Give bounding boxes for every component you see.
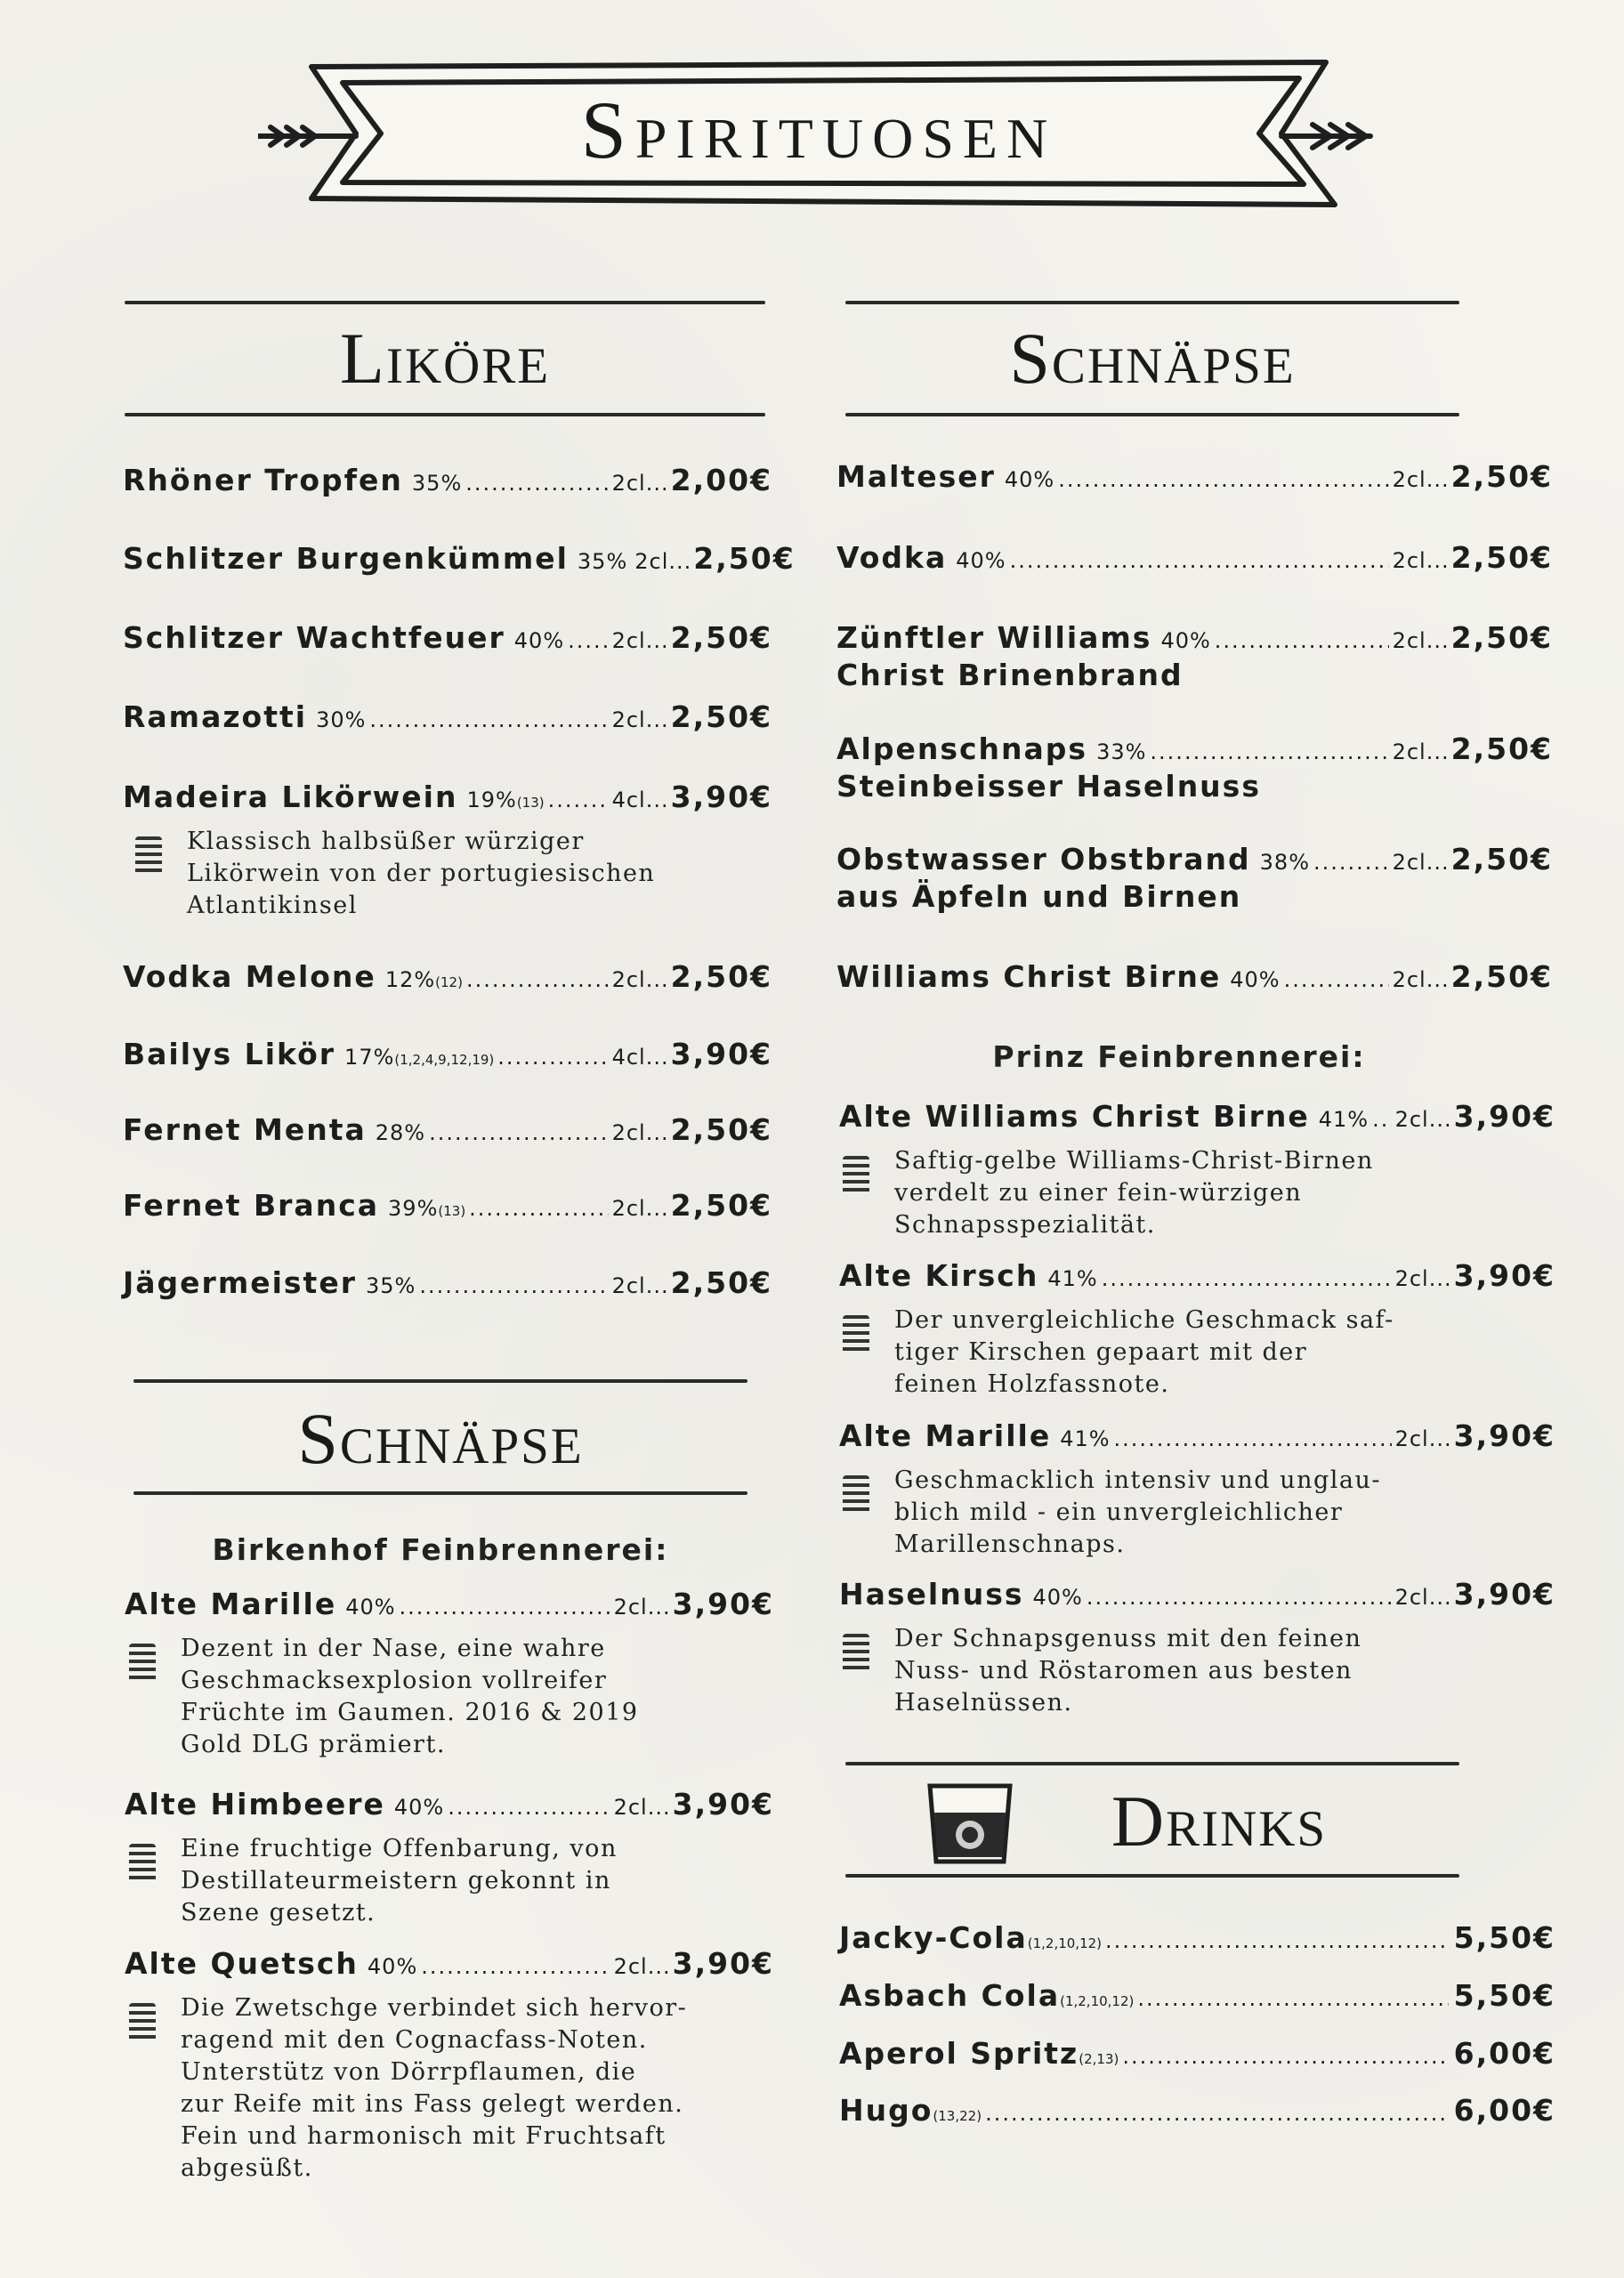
menu-item — [839, 1920, 1555, 1955]
item-abv: 35% — [365, 1273, 416, 1298]
leader-dots — [419, 1273, 608, 1298]
desc-line: Der unvergleichliche Geschmack saf- — [894, 1306, 1394, 1334]
item-name: Obstwasser Obstbrand — [836, 842, 1251, 876]
item-abv: 40% — [1160, 628, 1211, 653]
item-name: Aperol Spritz — [839, 2036, 1079, 2071]
item-price: 6,00€ — [1453, 2036, 1555, 2071]
desc-line: Marillenschnaps. — [894, 1531, 1126, 1558]
leader-dots — [429, 1120, 608, 1145]
leader-dots: ... — [647, 1954, 671, 1979]
item-name-line2: Christ Brinenbrand — [836, 658, 1184, 692]
item-description — [894, 1305, 1394, 1401]
leader-dots — [1215, 628, 1389, 653]
item-price: 2,50€ — [670, 1188, 772, 1223]
item-description — [181, 1833, 618, 1929]
item-name: Alpenschnaps — [836, 731, 1088, 766]
item-name: Alte Williams Christ Birne — [839, 1099, 1310, 1134]
item-additives: (2,13) — [1079, 2051, 1119, 2067]
leader-dots — [448, 1795, 610, 1820]
menu-item — [839, 1418, 1555, 1453]
item-description — [181, 1633, 639, 1761]
desc-line: Fein und harmonisch mit Fruchtsaft — [181, 2122, 667, 2150]
menu-item — [836, 842, 1553, 876]
desc-line: Schnapsspezialität. — [894, 1211, 1156, 1239]
menu-item — [125, 1946, 774, 1981]
menu-item — [123, 463, 772, 497]
leader-dots — [1313, 850, 1389, 875]
desc-line: verdelt zu einer fein-würzigen — [894, 1179, 1303, 1207]
leader-dots: ... — [645, 1196, 669, 1221]
desc-line: Eine fruchtige Offenbarung, von — [181, 1835, 618, 1862]
item-volume: 2cl — [1394, 1585, 1429, 1610]
desc-line: abgesüßt. — [181, 2154, 313, 2182]
item-price: 2,50€ — [1450, 842, 1553, 876]
glass-icon — [129, 1844, 156, 1883]
item-name: Jägermeister — [123, 1265, 357, 1300]
item-name: Fernet Branca — [123, 1188, 380, 1223]
leader-dots: ... — [647, 1595, 671, 1620]
item-price: 3,90€ — [672, 1787, 774, 1822]
leader-dots — [1105, 1928, 1449, 1953]
menu-item — [123, 541, 796, 576]
desc-line: Destillateurmeistern gekonnt in — [181, 1867, 611, 1894]
leader-dots: ... — [1428, 1107, 1452, 1132]
desc-line: Nuss- und Röstaromen aus besten — [894, 1657, 1353, 1684]
item-additives: (13) — [516, 795, 545, 811]
item-price: 2,00€ — [670, 463, 772, 497]
divider — [845, 1762, 1459, 1765]
item-volume: 2cl — [611, 628, 646, 653]
item-volume: 2cl — [611, 1273, 646, 1298]
item-name: Asbach Cola — [839, 1978, 1061, 2013]
divider — [845, 1874, 1459, 1878]
desc-line: Die Zwetschge verbindet sich hervor- — [181, 1994, 688, 2022]
item-price: 2,50€ — [1450, 620, 1553, 655]
menu-item — [123, 620, 772, 655]
divider — [125, 413, 765, 416]
item-name: Schlitzer Wachtfeuer — [123, 620, 505, 655]
item-volume: 4cl — [611, 788, 646, 812]
menu-item — [839, 1099, 1555, 1134]
menu-item — [125, 1587, 774, 1621]
menu-item — [123, 1188, 772, 1223]
leader-dots: ... — [1426, 467, 1450, 492]
item-volume: 2cl — [1392, 467, 1426, 492]
item-volume: 2cl — [1394, 1426, 1429, 1451]
menu-item — [123, 780, 772, 814]
leader-dots — [1137, 1986, 1448, 2011]
prinz-label: Prinz Feinbrennerei: — [992, 1039, 1366, 1074]
leader-dots — [400, 1595, 610, 1620]
leader-dots — [985, 2101, 1449, 2126]
glass-icon — [129, 1644, 156, 1683]
menu-item — [839, 2036, 1555, 2071]
item-name: Schlitzer Burgenkümmel — [123, 541, 569, 576]
item-abv: 28% — [375, 1120, 426, 1145]
item-price: 3,90€ — [672, 1587, 774, 1621]
item-abv: 35% — [411, 471, 463, 496]
item-name: Ramazotti — [123, 699, 308, 734]
item-abv: 35% — [577, 549, 628, 574]
menu-item — [839, 1577, 1555, 1612]
leader-dots: ... — [1426, 628, 1450, 653]
drinks-header — [845, 1762, 1459, 1878]
title-banner — [258, 49, 1379, 218]
item-name: Alte Marille — [125, 1587, 337, 1621]
leader-dots: ... — [668, 549, 692, 574]
glass-icon — [135, 836, 162, 876]
item-name: Jacky-Cola — [839, 1920, 1028, 1955]
item-abv: 38% — [1259, 850, 1310, 875]
item-abv: 40% — [393, 1795, 445, 1820]
item-additives: (12) — [435, 974, 463, 990]
glass-icon — [843, 1156, 869, 1195]
leader-dots — [548, 788, 609, 812]
schnaepse-left-header — [133, 1379, 747, 1495]
item-price: 2,50€ — [670, 959, 772, 994]
divider — [845, 413, 1459, 416]
item-name: Vodka Melone — [123, 959, 376, 994]
item-price: 3,90€ — [1453, 1418, 1555, 1453]
item-volume: 2cl — [611, 1196, 646, 1221]
item-volume: 2cl — [1392, 850, 1426, 875]
item-price: 3,90€ — [1453, 1258, 1555, 1293]
item-abv: 19% — [466, 788, 517, 812]
menu-item — [836, 959, 1553, 994]
item-abv: 41% — [1047, 1266, 1098, 1291]
desc-line: Dezent in der Nase, eine wahre — [181, 1635, 606, 1662]
item-volume: 2cl — [1392, 739, 1426, 764]
item-abv: 40% — [513, 628, 565, 653]
item-volume: 2cl — [1392, 628, 1426, 653]
item-volume: 2cl — [611, 1120, 646, 1145]
drinks-title: Drinks — [1111, 1781, 1328, 1862]
item-price: 2,50€ — [670, 1112, 772, 1147]
desc-line: Geschmacklich intensiv und unglau- — [894, 1466, 1381, 1494]
leader-dots — [369, 707, 608, 732]
item-volume: 2cl — [1392, 967, 1426, 992]
item-price: 2,50€ — [670, 699, 772, 734]
item-volume: 4cl — [611, 1045, 646, 1070]
item-abv: 17% — [344, 1045, 395, 1070]
menu-item — [123, 1037, 772, 1071]
menu-item — [123, 1112, 772, 1147]
item-price: 3,90€ — [670, 780, 772, 814]
leader-dots — [1102, 1266, 1392, 1291]
item-volume: 2cl — [1394, 1266, 1429, 1291]
item-price: 2,50€ — [1450, 731, 1553, 766]
item-additives: (1,2,4,9,12,19) — [394, 1052, 495, 1068]
birkenhof-label: Birkenhof Feinbrennerei: — [212, 1532, 669, 1567]
leader-dots — [1114, 1426, 1392, 1451]
desc-line: Haselnüssen. — [894, 1689, 1073, 1717]
glass-icon — [843, 1475, 869, 1515]
item-price: 3,90€ — [1453, 1577, 1555, 1612]
item-name: Williams Christ Birne — [836, 959, 1222, 994]
item-description — [894, 1145, 1374, 1241]
item-abv: 40% — [956, 548, 1006, 573]
leader-dots: ... — [647, 1795, 671, 1820]
item-description — [894, 1465, 1381, 1561]
divider — [133, 1491, 747, 1495]
item-name: Zünftler Williams — [836, 620, 1152, 655]
leader-dots: ... — [645, 788, 669, 812]
item-abv: 33% — [1096, 739, 1147, 764]
desc-line: Atlantikinsel — [187, 892, 358, 919]
item-volume: 2cl — [634, 549, 669, 574]
menu-item — [123, 699, 772, 734]
item-name: Fernet Menta — [123, 1112, 367, 1147]
item-price: 5,50€ — [1453, 1978, 1555, 2013]
menu-item — [839, 1978, 1555, 2013]
item-price: 2,50€ — [670, 1265, 772, 1300]
item-abv: 40% — [1032, 1585, 1083, 1610]
item-additives: (13,22) — [933, 2108, 982, 2124]
item-name: Alte Marille — [839, 1418, 1052, 1453]
menu-item — [123, 1265, 772, 1300]
item-abv: 41% — [1060, 1426, 1111, 1451]
menu-item — [836, 620, 1553, 655]
item-volume: 2cl — [1392, 548, 1426, 573]
leader-dots — [1372, 1107, 1391, 1132]
item-price: 2,50€ — [670, 620, 772, 655]
desc-line: blich mild - ein unvergleichlicher — [894, 1498, 1344, 1526]
item-volume: 2cl — [613, 1595, 648, 1620]
item-abv: 40% — [1004, 467, 1055, 492]
leader-dots — [1122, 2044, 1448, 2069]
glass-icon — [129, 2003, 156, 2042]
leader-dots — [568, 628, 608, 653]
desc-line: Saftig-gelbe Williams-Christ-Birnen — [894, 1147, 1374, 1175]
item-name: Haselnuss — [839, 1577, 1024, 1612]
leader-dots — [465, 471, 608, 496]
leader-dots: ... — [1428, 1585, 1452, 1610]
leader-dots: ... — [645, 707, 669, 732]
leader-dots: ... — [645, 1273, 669, 1298]
leader-dots: ... — [645, 1045, 669, 1070]
desc-line: ragend mit den Cognacfass-Noten. — [181, 2026, 648, 2054]
item-name: Rhöner Tropfen — [123, 463, 403, 497]
leader-dots: ... — [1426, 548, 1450, 573]
leader-dots: ... — [1428, 1426, 1452, 1451]
leader-dots: ... — [1426, 739, 1450, 764]
leader-dots — [1010, 548, 1389, 573]
menu-item — [836, 731, 1553, 766]
menu-item — [123, 959, 772, 994]
menu-item — [839, 2093, 1555, 2128]
leader-dots: ... — [1426, 850, 1450, 875]
item-volume: 2cl — [611, 967, 646, 992]
divider — [845, 301, 1459, 304]
item-price: 6,00€ — [1453, 2093, 1555, 2128]
item-name: Hugo — [839, 2093, 933, 2128]
likoere-title: Liköre — [339, 318, 551, 399]
item-additives: (1,2,10,12) — [1060, 1993, 1135, 2009]
item-price: 2,50€ — [693, 541, 796, 576]
item-volume: 2cl — [613, 1954, 648, 1979]
item-abv: 39% — [388, 1196, 439, 1221]
leader-dots: ... — [1428, 1266, 1452, 1291]
item-volume: 2cl — [1394, 1107, 1429, 1132]
leader-dots — [497, 1045, 608, 1070]
desc-line: feinen Holzfassnote. — [894, 1370, 1170, 1398]
desc-line: Gold DLG prämiert. — [181, 1731, 446, 1758]
item-abv: 40% — [1230, 967, 1281, 992]
item-abv: 12% — [384, 967, 436, 992]
item-additives: (1,2,10,12) — [1027, 1935, 1103, 1951]
leader-dots: ... — [645, 1120, 669, 1145]
item-description — [181, 1992, 687, 2185]
leader-dots — [1150, 739, 1388, 764]
item-description — [894, 1623, 1361, 1719]
item-name: Alte Quetsch — [125, 1946, 359, 1981]
desc-line: Klassisch halbsüßer würziger — [187, 828, 585, 855]
desc-line: Likörwein von der portugiesischen — [187, 860, 656, 887]
item-abv: 40% — [345, 1595, 396, 1620]
leader-dots: ... — [645, 628, 669, 653]
item-name: Bailys Likör — [123, 1037, 336, 1071]
item-price: 5,50€ — [1453, 1920, 1555, 1955]
item-price: 3,90€ — [1453, 1099, 1555, 1134]
leader-dots — [1284, 967, 1389, 992]
item-name: Alte Himbeere — [125, 1787, 385, 1822]
leader-dots — [1058, 467, 1388, 492]
schnaepse-right-header — [845, 301, 1459, 416]
glass-icon — [843, 1634, 869, 1673]
item-name-line2: aus Äpfeln und Birnen — [836, 879, 1242, 914]
page-title: Spirituosen — [580, 85, 1057, 175]
schnaepse-left-title: Schnäpse — [297, 1398, 584, 1479]
item-price: 2,50€ — [1450, 959, 1553, 994]
item-additives: (13) — [438, 1203, 466, 1219]
item-volume: 2cl — [611, 471, 646, 496]
item-abv: 41% — [1318, 1107, 1369, 1132]
likoere-header — [125, 301, 765, 416]
item-name: Alte Kirsch — [839, 1258, 1039, 1293]
madeira-description — [187, 826, 655, 922]
divider — [133, 1379, 747, 1383]
item-price: 2,50€ — [1450, 540, 1553, 575]
item-name: Malteser — [836, 459, 996, 494]
menu-item — [125, 1787, 774, 1822]
item-name-line2: Steinbeisser Haselnuss — [836, 769, 1261, 804]
item-abv: 30% — [316, 707, 367, 732]
desc-line: Unterstütz von Dörrpflaumen, die — [181, 2058, 637, 2086]
desc-line: Früchte im Gaumen. 2016 & 2019 — [181, 1699, 639, 1726]
item-price: 3,90€ — [672, 1946, 774, 1981]
menu-item — [836, 459, 1553, 494]
divider — [125, 301, 765, 304]
item-volume: 2cl — [613, 1795, 648, 1820]
item-abv: 40% — [367, 1954, 418, 1979]
desc-line: Geschmacksexplosion vollreifer — [181, 1667, 608, 1694]
desc-line: Der Schnapsgenuss mit den feinen — [894, 1625, 1362, 1652]
item-price: 3,90€ — [670, 1037, 772, 1071]
item-name: Madeira Likörwein — [123, 780, 458, 814]
leader-dots: ... — [1426, 967, 1450, 992]
desc-line: zur Reife mit ins Fass gelegt werden. — [181, 2090, 684, 2118]
leader-dots: ... — [645, 967, 669, 992]
desc-line: tiger Kirschen gepaart mit der — [894, 1338, 1308, 1366]
item-price: 2,50€ — [1450, 459, 1553, 494]
leader-dots — [469, 1196, 608, 1221]
item-volume: 2cl — [611, 707, 646, 732]
schnaepse-right-title: Schnäpse — [1009, 318, 1296, 399]
item-name: Vodka — [836, 540, 948, 575]
leader-dots — [421, 1954, 610, 1979]
desc-line: Szene gesetzt. — [181, 1899, 376, 1927]
menu-item — [839, 1258, 1555, 1293]
leader-dots: ... — [645, 471, 669, 496]
leader-dots — [466, 967, 609, 992]
menu-item — [836, 540, 1553, 575]
glass-icon — [843, 1315, 869, 1354]
leader-dots — [1087, 1585, 1392, 1610]
